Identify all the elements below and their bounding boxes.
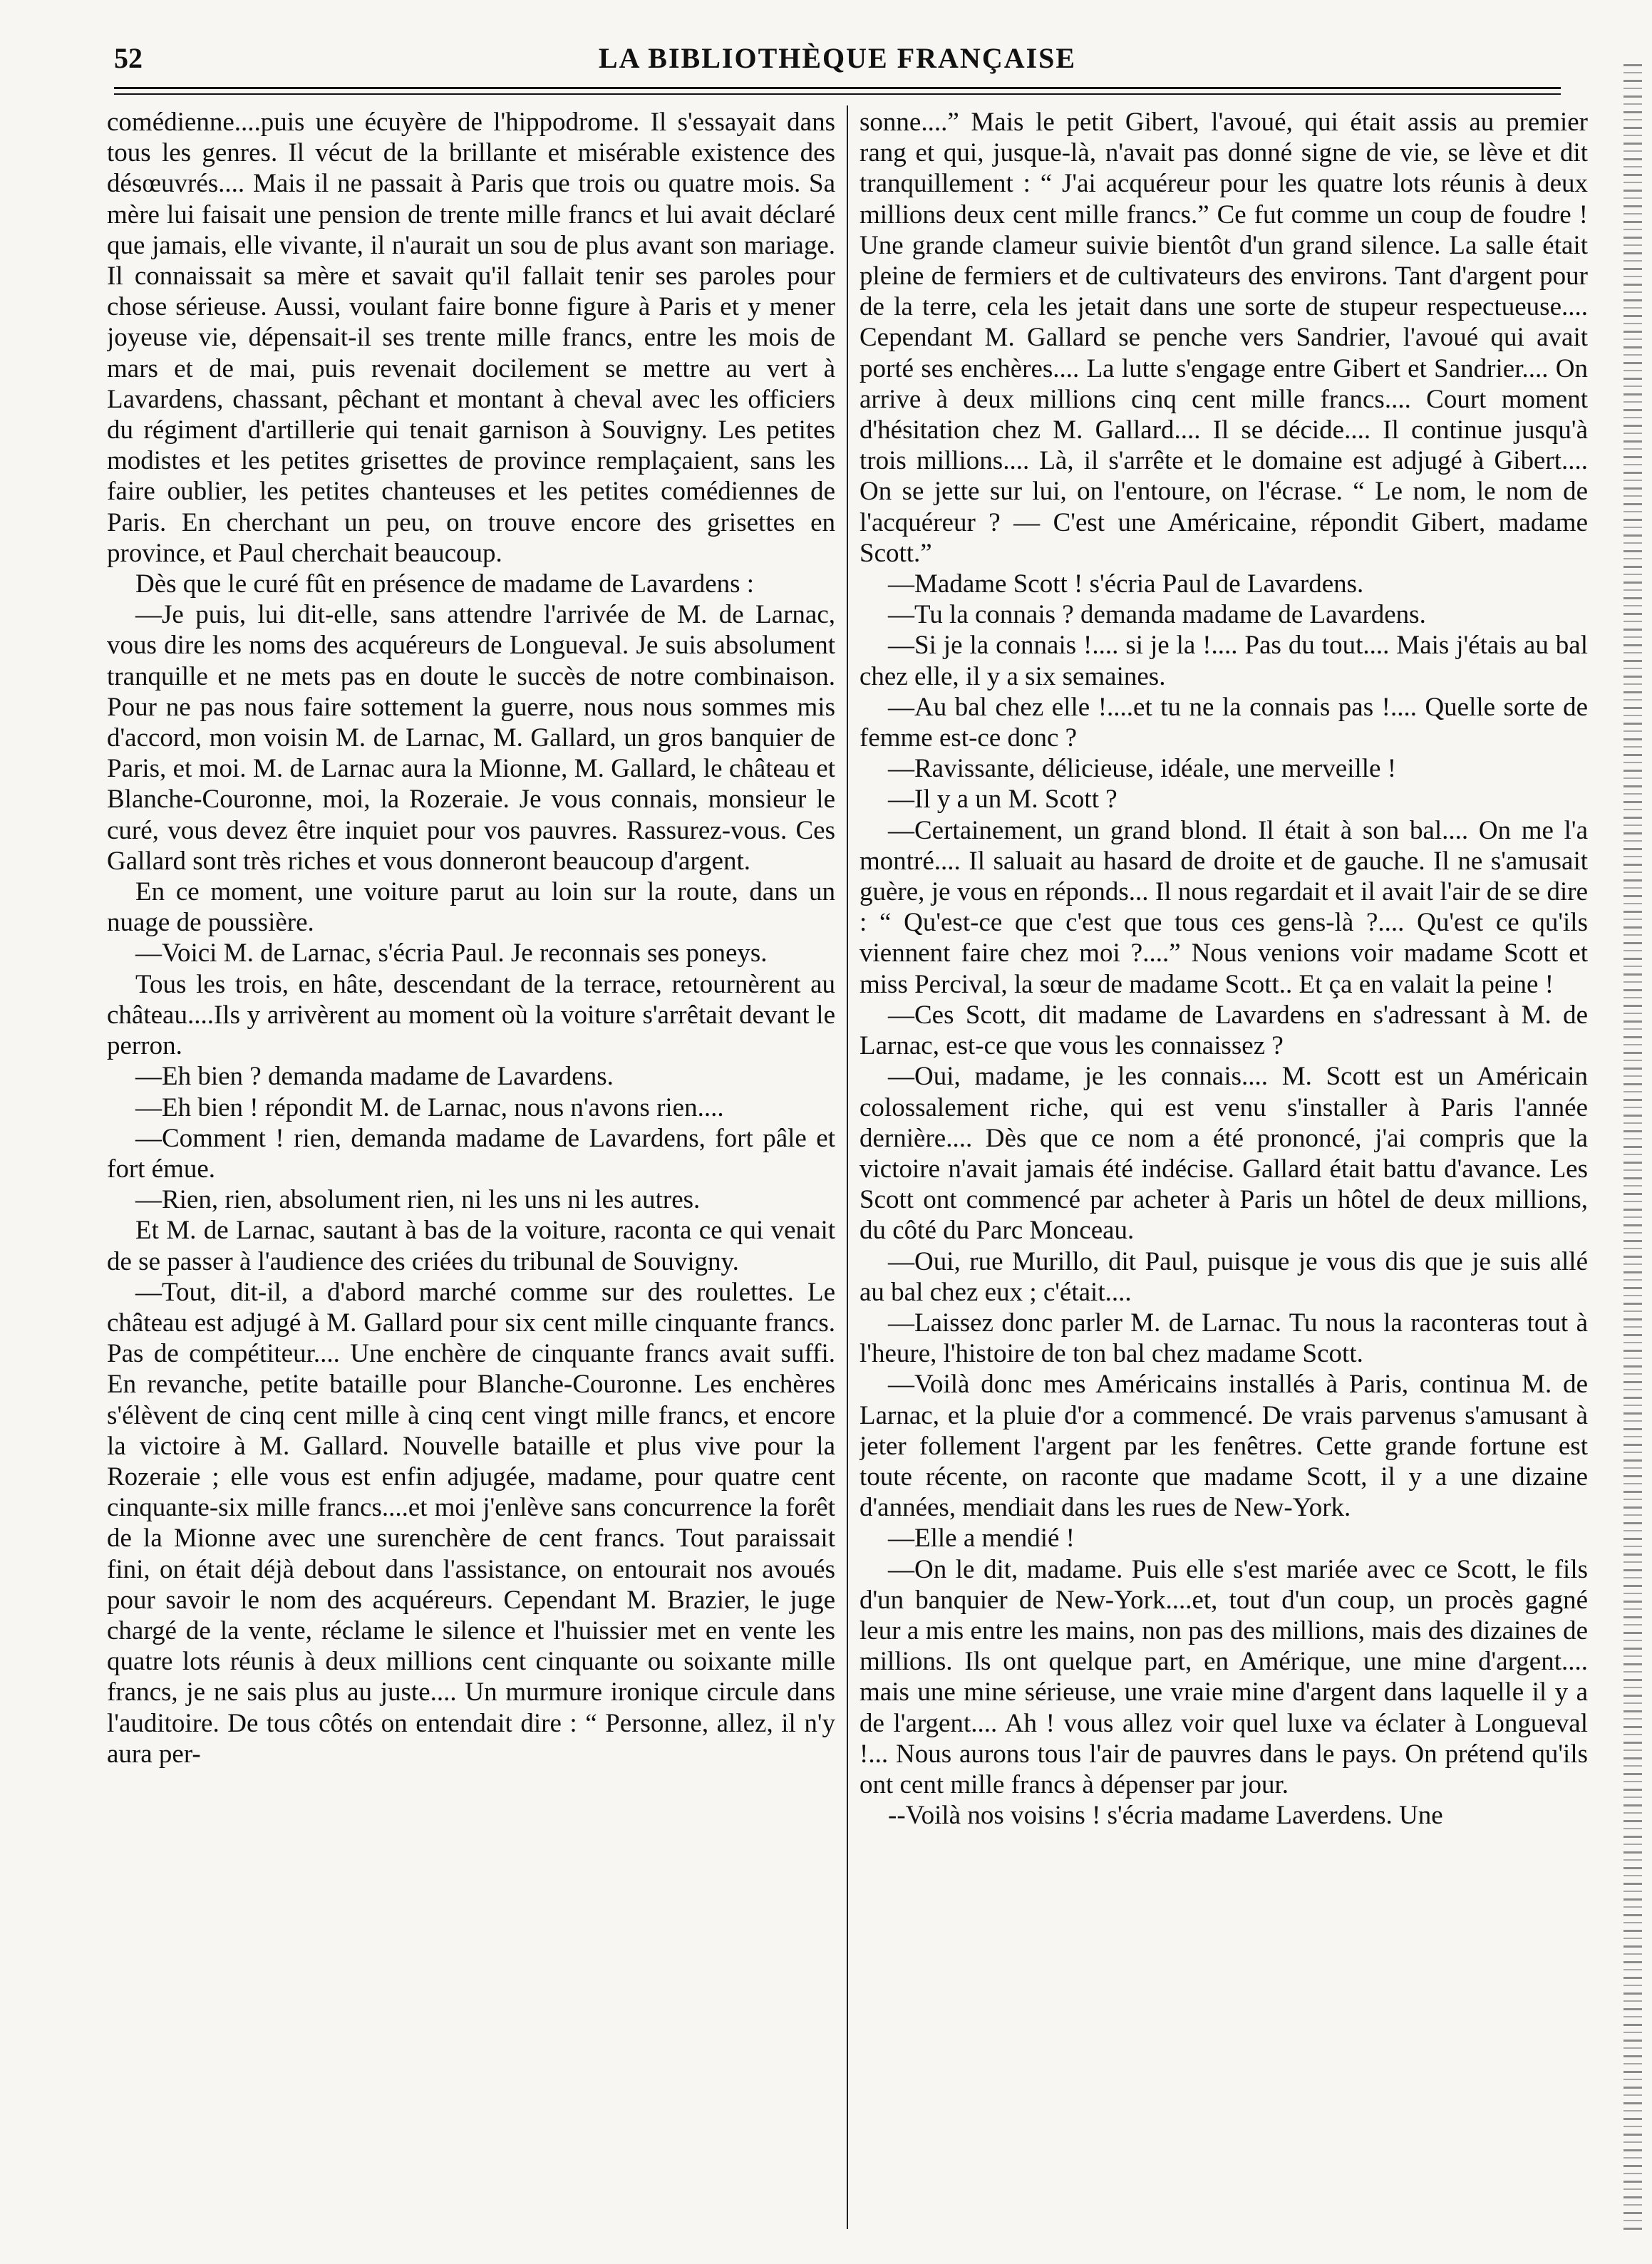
paragraph: —Je puis, lui dit-elle, sans attendre l'arrivée de M. de Larnac, vous dire les noms des acquéreurs de Longueval. Je suis absolument tranquille et ne mets pas en doute le succès de notre combinaison. Pour ne pas nous faire sottement la guerre, nous nous sommes mis d'accord, mon voisin M. de Larnac, M. Gallard, un gros banquier de Paris, et moi. M. de Larnac aura la Mionne, M. Gallard, le château et Blanche-Couronne, moi, la Rozeraie. Je vous connais, monsieur le curé, vous devez être inquiet pour vos pauvres. Rassurez-vous. Ces Gallard sont très riches et vous donneront beaucoup d'argent. <box>107 600 835 876</box>
paragraph: En ce moment, une voiture parut au loin sur la route, dans un nuage de poussière. <box>107 877 835 938</box>
paragraph: —Il y a un M. Scott ? <box>888 785 1117 815</box>
paragraph: —Rien, rien, absolument rien, ni les uns ni les autres. <box>135 1185 701 1215</box>
paragraph: —Ravissante, délicieuse, idéale, une merveille ! <box>888 754 1397 784</box>
right-column <box>859 107 1588 2222</box>
paragraph: —Au bal chez elle !....et tu ne la connais pas !.... Quelle sorte de femme est-ce donc ? <box>859 692 1588 753</box>
header-rule-thin <box>114 93 1561 95</box>
paragraph: comédienne....puis une écuyère de l'hippodrome. Il s'essayait dans tous les genres. Il vécut de la brillante et misérable existence des désœuvrés.... Mais il ne passait à Paris que trois ou quatre mois. Sa mère lui faisait une pension de trente mille francs et lui avait déclaré que jamais, elle vivante, il n'aurait un sou de plus avant son mariage. Il connaissait sa mère et savait qu'il fallait tenir ses paroles pour chose sérieuse. Aussi, voulant faire bonne figure à Paris et y mener joyeuse vie, dépensait-il ses trente mille francs, entre les mois de mars et de mai, puis revenait docilement se mettre au vert à Lavardens, chassant, pêchant et montant à cheval avec les officiers du régiment d'artillerie qui tenait garnison à Souvigny. Les petites modistes et les petites grisettes de province remplaçaient, sans les faire oublier, les petites chanteuses et les petites comédiennes de Paris. En cherchant un peu, on trouve encore des grisettes en province, et Paul cherchait beaucoup. <box>107 108 835 568</box>
left-column <box>107 107 835 2222</box>
paragraph: —Ces Scott, dit madame de Lavardens en s'adressant à M. de Larnac, est-ce que vous les connaissez ? <box>859 1000 1588 1061</box>
paragraph: —Oui, madame, je les connais.... M. Scott est un Américain colossalement riche, qui est venu s'installer à Paris l'année dernière.... Dès que ce nom a été prononcé, j'ai compris que la victoire n'avait jamais été indécise. Gallard était battu d'avance. Les Scott ont commencé par acheter à Paris un hôtel de deux millions, du côté du Parc Monceau. <box>859 1062 1588 1246</box>
paragraph: —Si je la connais !.... si je la !.... Pas du tout.... Mais j'étais au bal chez elle, il y a six semaines. <box>859 631 1588 691</box>
paragraph: —Madame Scott ! s'écria Paul de Lavardens. <box>888 569 1364 599</box>
paragraph: —Tu la connais ? demanda madame de Lavardens. <box>888 600 1426 630</box>
binding-edge <box>1623 64 1642 2231</box>
paragraph: —Certainement, un grand blond. Il était à son bal.... On me l'a montré.... Il saluait au hasard de droite et de gauche. Il ne s'amusait guère, je vous en réponds... Il nous regardait et il avait l'air de se dire : “ Qu'est-ce que c'est que tous ces gens-là ?.... Qu'est ce qu'ils viennent faire chez moi ?....” Nous venions voir madame Scott et miss Percival, la sœur de madame Scott.. Et ça en valait la peine ! <box>859 815 1588 999</box>
page-header <box>114 41 1561 81</box>
column-divider <box>847 105 848 2229</box>
paragraph: —Comment ! rien, demanda madame de Lavardens, fort pâle et fort émue. <box>107 1123 835 1184</box>
paragraph: Dès que le curé fût en présence de madame de Lavardens : <box>135 569 755 599</box>
paragraph: sonne....” Mais le petit Gibert, l'avoué, qui était assis au premier rang et qui, jusque-là, n'avait pas donné signe de vie, se lève et dit tranquillement : “ J'ai acquéreur pour les quatre lots réunis à deux millions deux cent mille francs.” Ce fut comme un coup de foudre ! Une grande clameur suivie bientôt d'un grand silence. La salle était pleine de fermiers et de cultivateurs des environs. Tant d'argent pour de la terre, cela les jetait dans une sorte de stupeur respectueuse.... Cependant M. Gallard se penche vers Sandrier, l'avoué qui avait porté ses enchères.... La lutte s'engage entre Gibert et Sandrier.... On arrive à deux millions cinq cent mille francs.... Court moment d'hésitation chez M. Gallard.... Il se décide.... Il continue jusqu'à trois millions.... Là, il s'arrête et le domaine est adjugé à Gibert.... On se jette sur lui, on l'entoure, on l'écrase. “ Le nom, le nom de l'acquéreur ? — C'est une Américaine, répondit Gibert, madame Scott.” <box>859 108 1588 568</box>
page-number: 52 <box>114 42 143 74</box>
paragraph: --Voilà nos voisins ! s'écria madame Laverdens. Une <box>888 1801 1443 1831</box>
paragraph: —Voilà donc mes Américains installés à Paris, continua M. de Larnac, et la pluie d'or a commencé. De vrais parvenus s'amusant à jeter follement l'argent par les fenêtres. Cette grande fortune est toute récente, on raconte que madame Scott, il y a une dizaine d'années, mendiait dans les rues de New-York. <box>859 1370 1588 1523</box>
paragraph: —Oui, rue Murillo, dit Paul, puisque je vous dis que je suis allé au bal chez eux ; c'était.... <box>859 1246 1588 1307</box>
running-title: LA BIBLIOTHÈQUE FRANÇAISE <box>598 42 1077 74</box>
paragraph: —Laissez donc parler M. de Larnac. Tu nous la raconteras tout à l'heure, l'histoire de ton bal chez madame Scott. <box>859 1308 1588 1369</box>
paragraph: —Voici M. de Larnac, s'écria Paul. Je reconnais ses poneys. <box>135 939 768 968</box>
paragraph: —Elle a mendié ! <box>888 1524 1075 1554</box>
header-rule <box>114 87 1561 89</box>
paragraph: Tous les trois, en hâte, descendant de la terrace, retournèrent au château....Ils y arrivèrent au moment où la voiture s'arrêtait devant le perron. <box>107 969 835 1061</box>
paragraph: —Eh bien ? demanda madame de Lavardens. <box>135 1062 614 1092</box>
paragraph: —On le dit, madame. Puis elle s'est mariée avec ce Scott, le fils d'un banquier de New-York....et, tout d'un coup, un procès gagné leur a mis entre les mains, non pas des millions, mais des dizaines de millions. Ils ont quelque part, en Amérique, une mine d'argent.... mais une mine sérieuse, une vraie mine d'argent dans laquelle il y a de l'argent.... Ah ! vous allez voir quel luxe va éclater à Longueval !... Nous aurons tous l'air de pauvres dans le pays. On prétend qu'ils ont cent mille francs à dépenser par jour. <box>859 1554 1588 1799</box>
paragraph: —Eh bien ! répondit M. de Larnac, nous n'avons rien.... <box>135 1092 724 1122</box>
paragraph: Et M. de Larnac, sautant à bas de la voiture, raconta ce qui venait de se passer à l'audience des criées du tribunal de Souvigny. <box>107 1216 835 1276</box>
paragraph: —Tout, dit-il, a d'abord marché comme sur des roulettes. Le château est adjugé à M. Gallard pour six cent mille cinquante francs. Pas de compétiteur.... Une enchère de cinquante francs avait suffi. En revanche, petite bataille pour Blanche-Couronne. Les enchères s'élèvent de cinq cent mille à cinq cent vingt mille francs, et encore la victoire à M. Gallard. Nouvelle bataille et plus vive pour la Rozeraie ; elle vous est enfin adjugée, madame, pour quatre cent cinquante-six mille francs....et moi j'enlève sans concurrence la forêt de la Mionne avec une surenchère de cent francs. Tout paraissait fini, on était déjà debout dans l'assistance, on entourait nos avoués pour savoir le nom des acquéreurs. Cependant M. Brazier, le juge chargé de la vente, réclame le silence et l'huissier met en vente les quatre lots réunis à deux millions cent cinquante ou soixante mille francs, je ne sais plus au juste.... Un murmure ironique circule dans l'auditoire. De tous côtés on entendait dire : “ Personne, allez, il n'y aura per- <box>107 1277 835 1769</box>
